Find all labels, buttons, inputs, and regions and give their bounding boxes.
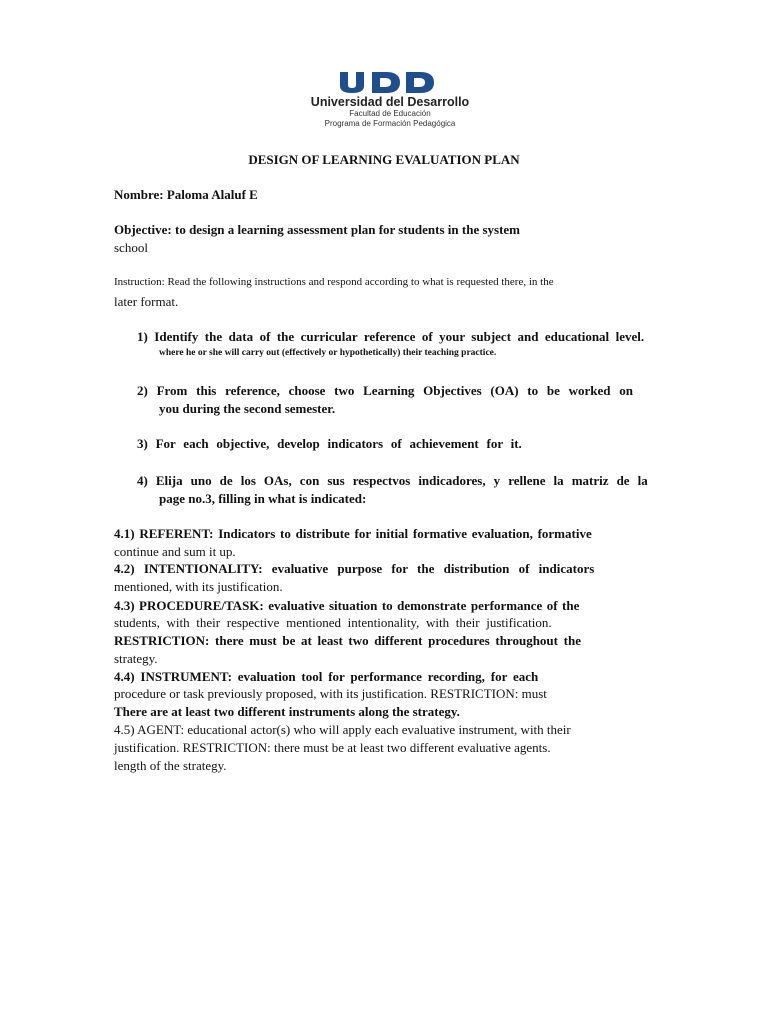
document-title: DESIGN OF LEARNING EVALUATION PLAN [248,152,520,167]
section-4-2-line-2: mentioned, with its justification. [114,579,283,594]
section-4-4-line-2: procedure or task previously proposed, with its justification. RESTRICTION: must [114,686,547,701]
udd-logo-icon [338,70,442,94]
section-4-5-line-1: 4.5) AGENT: educational actor(s) who will apply each evaluative instrument, with their [114,722,571,737]
student-name: Nombre: Paloma Alaluf E [114,187,258,202]
item-2-line-2: you during the second semester. [159,401,336,416]
section-4-1-line-2: continue and sum it up. [114,544,236,559]
section-4-1-line-1: 4.1) REFERENT: Indicators to distribute for initial formative evaluation, formative [114,526,592,541]
objective-line-1: Objective: to design a learning assessment plan for students in the system [114,222,521,237]
university-name: Universidad del Desarrollo [310,95,470,109]
item-3-line-1: 3) For each objective, develop indicators of achievement for it. [137,436,522,451]
item-4-line-1: 4) Elija uno de los OAs, con sus respectvos indicadores, y rellene la matriz de la [137,473,648,488]
item-1-line-2: where he or she will carry out (effectively or hypothetically) their teaching practice. [159,348,497,358]
section-4-5-line-3: length of the strategy. [114,758,227,773]
faculty-name: Facultad de Educación [349,109,431,118]
item-4-line-2: page no.3, filling in what is indicated: [159,491,367,506]
university-logo [300,70,480,134]
instruction-line-1: Instruction: Read the following instructions and respond according to what is requested there, in the [114,276,554,288]
section-4-5-line-2: justification. RESTRICTION: there must be at least two different evaluative agents. [114,740,551,755]
section-4-3-line-3: RESTRICTION: there must be at least two different procedures throughout the [114,633,581,648]
section-4-4-line-3: There are at least two different instruments along the strategy. [114,704,460,719]
item-2-line-1: 2) From this reference, choose two Learning Objectives (OA) to be worked on [137,383,634,398]
item-1-line-1: 1) Identify the data of the curricular reference of your subject and educational level. [137,329,645,344]
objective-line-2: school [114,240,148,255]
section-4-2-line-1: 4.2) INTENTIONALITY: evaluative purpose for the distribution of indicators [114,561,595,576]
instruction-line-2: later format. [114,294,179,309]
section-4-4-line-1: 4.4) INSTRUMENT: evaluation tool for performance recording, for each [114,669,539,684]
section-4-3-line-4: strategy. [114,651,158,666]
section-4-3-line-2: students, with their respective mentioned intentionality, with their justification. [114,615,552,630]
section-4-3-line-1: 4.3) PROCEDURE/TASK: evaluative situation to demonstrate performance of the [114,598,580,613]
program-name: Programa de Formación Pedagógica [324,118,456,128]
